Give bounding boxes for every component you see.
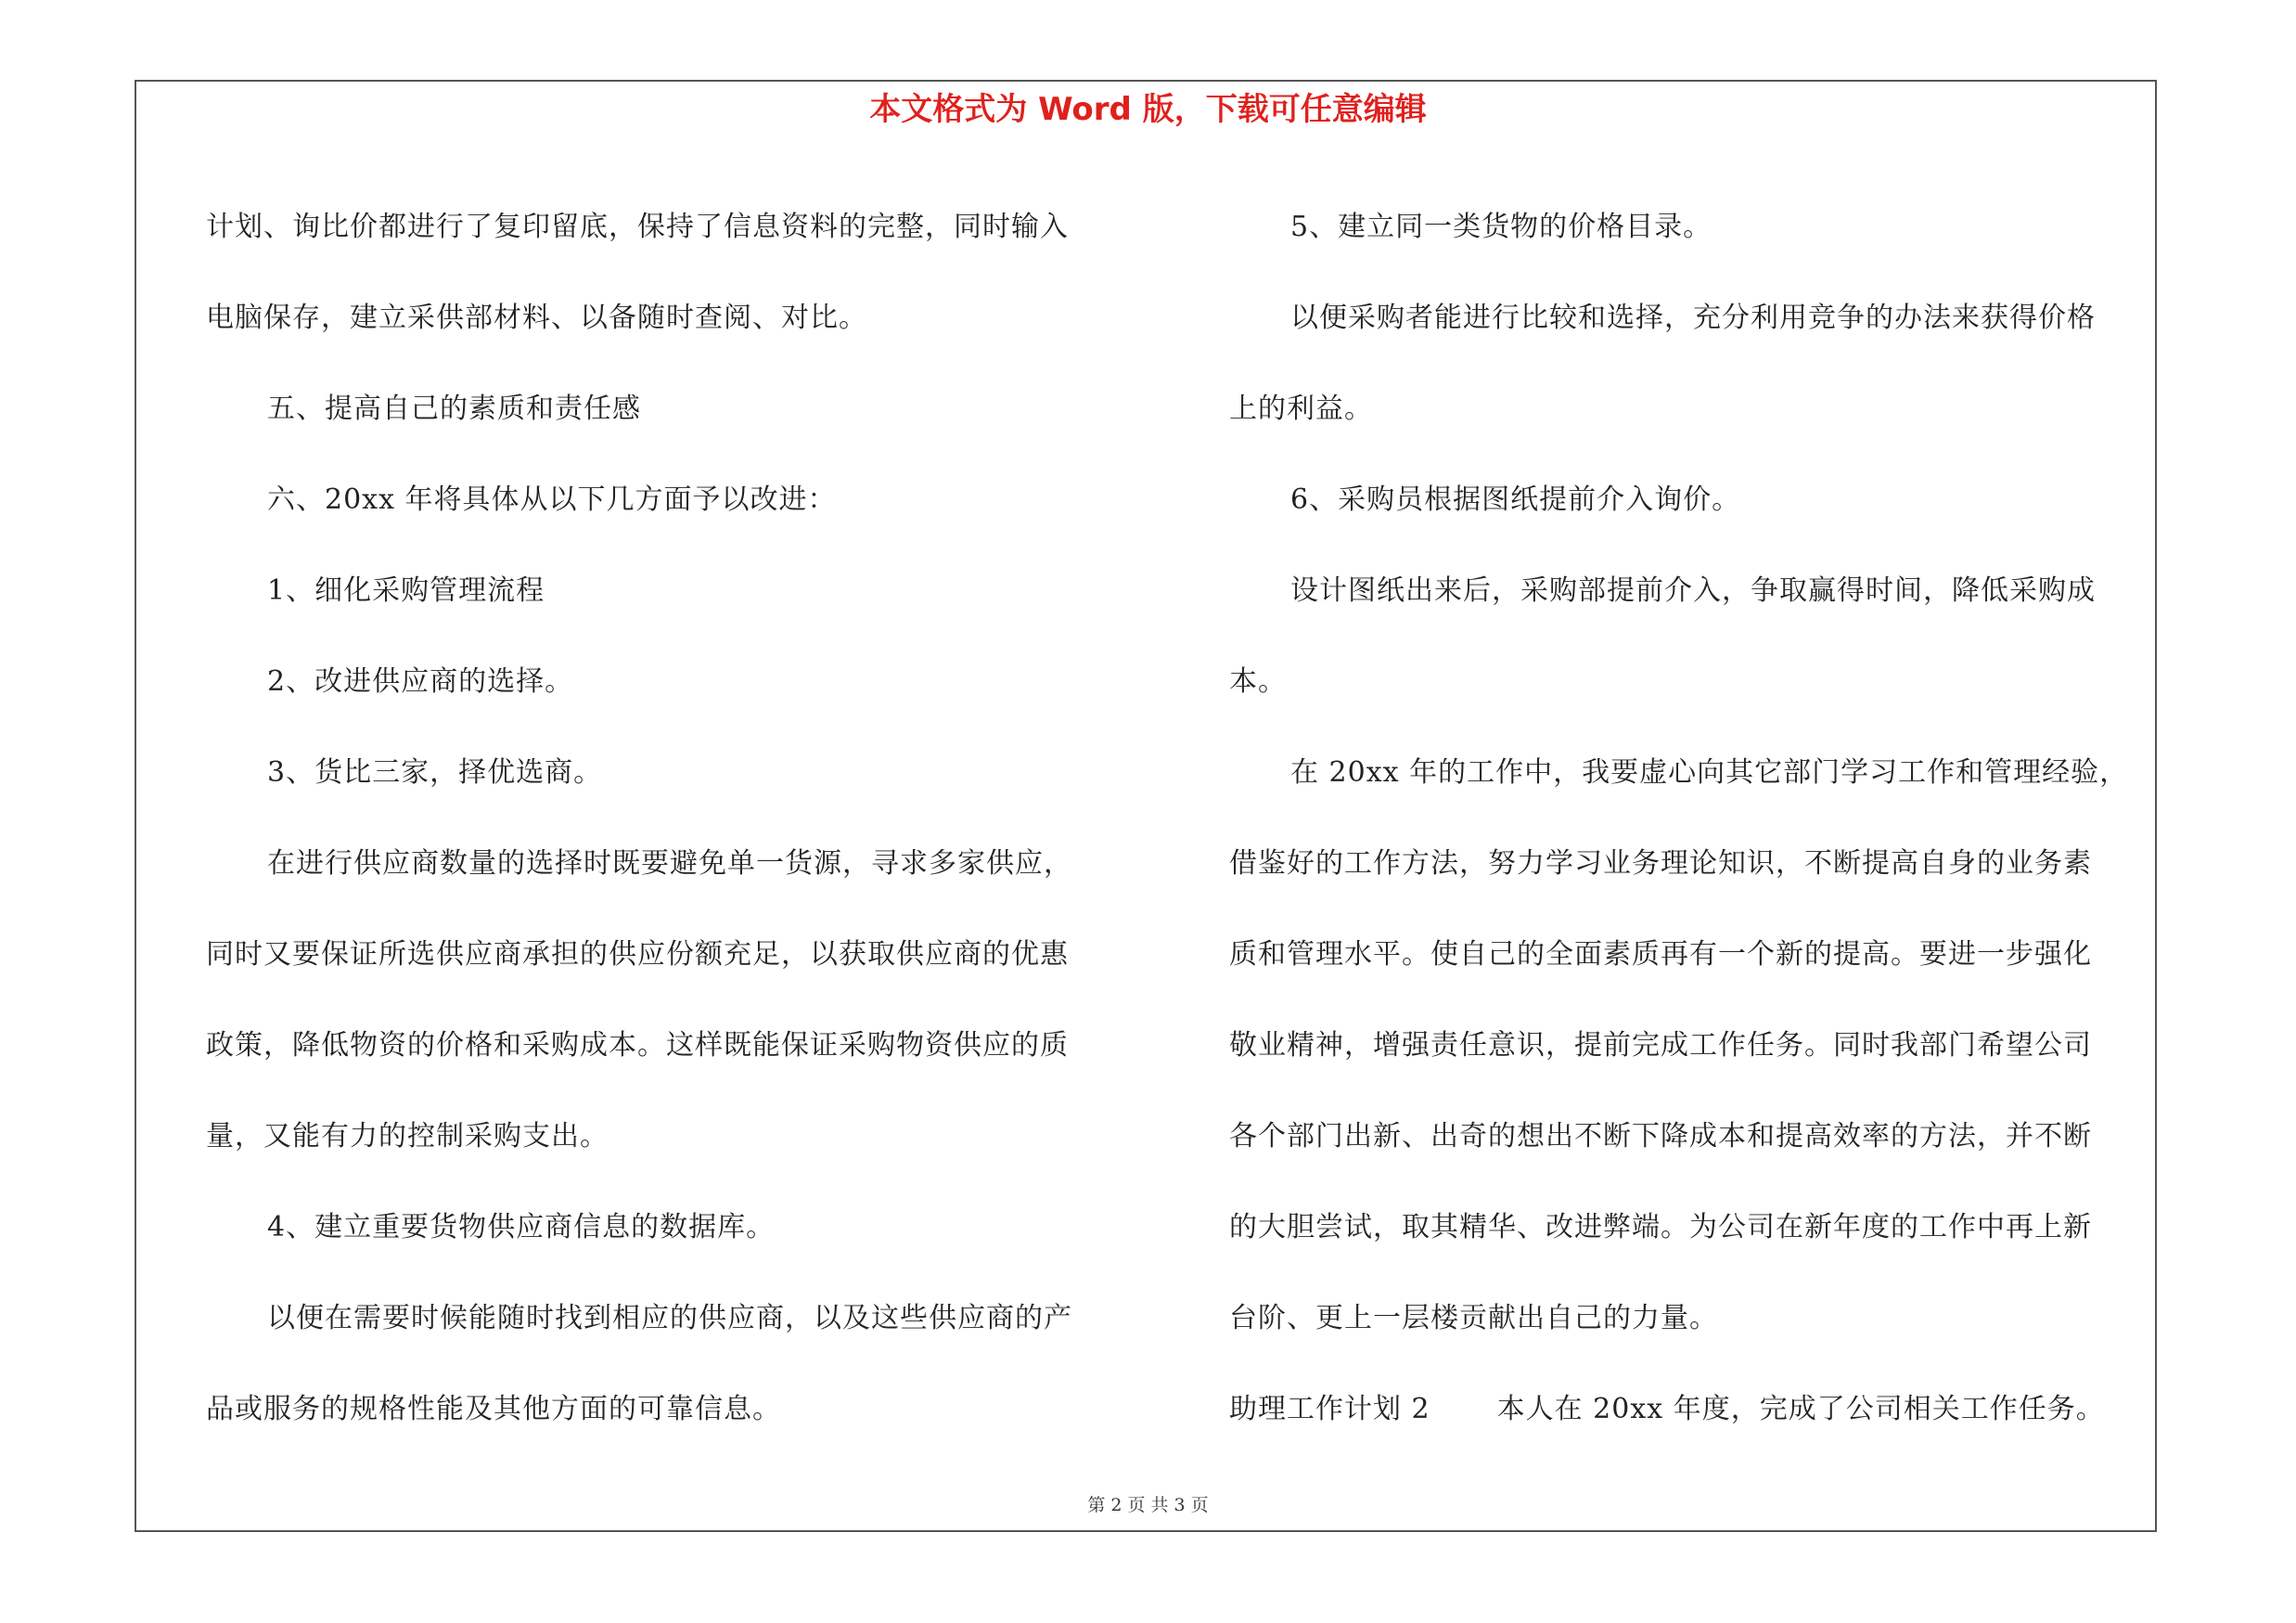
page-number: 第 2 页 共 3 页 — [1087, 1495, 1209, 1515]
section-heading: 六、20xx 年将具体从以下几方面予以改进： — [267, 483, 837, 516]
section-heading: 五、提高自己的素质和责任感 — [267, 393, 641, 425]
paragraph-line: 的大胆尝试，取其精华、改进弊端。为公司在新年度的工作中再上新 — [1229, 1211, 2092, 1243]
paragraph-line: 计划、询比价都进行了复印留底，保持了信息资料的完整，同时输入 — [206, 211, 1069, 243]
final-line — [1229, 1364, 2152, 1455]
paragraph-line: 同时又要保证所选供应商承担的供应份额充足，以获取供应商的优惠 — [206, 938, 1069, 971]
paragraph-line: 上的利益。 — [1229, 393, 1373, 425]
left-column — [206, 182, 1143, 1455]
paragraph-line: 本。 — [1229, 665, 1287, 698]
paragraph-line: 设计图纸出来后，采购部提前介入，争取赢得时间，降低采购成 — [1290, 574, 2096, 607]
paragraph-line: 品或服务的规格性能及其他方面的可靠信息。 — [206, 1393, 781, 1425]
list-item: 5、建立同一类货物的价格目录。 — [1290, 211, 1712, 243]
list-item: 1、细化采购管理流程 — [267, 574, 545, 607]
document-subtitle: 助理工作计划 2 — [1229, 1393, 1430, 1425]
paragraph-text: 本人在 20xx 年度，完成了公司相关工作任务。 — [1496, 1393, 2105, 1425]
paragraph-line: 量，又能有力的控制采购支出。 — [206, 1120, 609, 1153]
paragraph-line: 电脑保存，建立采供部材料、以备随时查阅、对比。 — [206, 302, 867, 334]
paragraph-line: 敬业精神，增强责任意识，提前完成工作任务。同时我部门希望公司 — [1229, 1029, 2092, 1062]
right-column — [1229, 182, 2152, 1455]
paragraph-line: 政策，降低物资的价格和采购成本。这样既能保证采购物资供应的质 — [206, 1029, 1069, 1062]
paragraph-line: 台阶、更上一层楼贡献出自己的力量。 — [1229, 1302, 1718, 1334]
list-item: 2、改进供应商的选择。 — [267, 665, 574, 698]
list-item: 4、建立重要货物供应商信息的数据库。 — [267, 1211, 776, 1243]
paragraph-line: 借鉴好的工作方法，努力学习业务理论知识，不断提高自身的业务素 — [1229, 847, 2092, 880]
list-item: 3、货比三家，择优选商。 — [267, 756, 603, 789]
format-notice-banner: 本文格式为 Word 版，下载可任意编辑 — [869, 91, 1427, 128]
paragraph-line: 以便采购者能进行比较和选择，充分利用竞争的办法来获得价格 — [1290, 302, 2096, 334]
paragraph-line: 质和管理水平。使自己的全面素质再有一个新的提高。要进一步强化 — [1229, 938, 2092, 971]
paragraph-line: 各个部门出新、出奇的想出不断下降成本和提高效率的方法，并不断 — [1229, 1120, 2092, 1153]
paragraph-line: 在 20xx 年的工作中，我要虚心向其它部门学习工作和管理经验， — [1290, 756, 2129, 789]
paragraph-line: 在进行供应商数量的选择时既要避免单一货源，寻求多家供应， — [267, 847, 1072, 880]
paragraph-line: 以便在需要时候能随时找到相应的供应商，以及这些供应商的产 — [267, 1302, 1072, 1334]
list-item: 6、采购员根据图纸提前介入询价。 — [1290, 483, 1741, 516]
